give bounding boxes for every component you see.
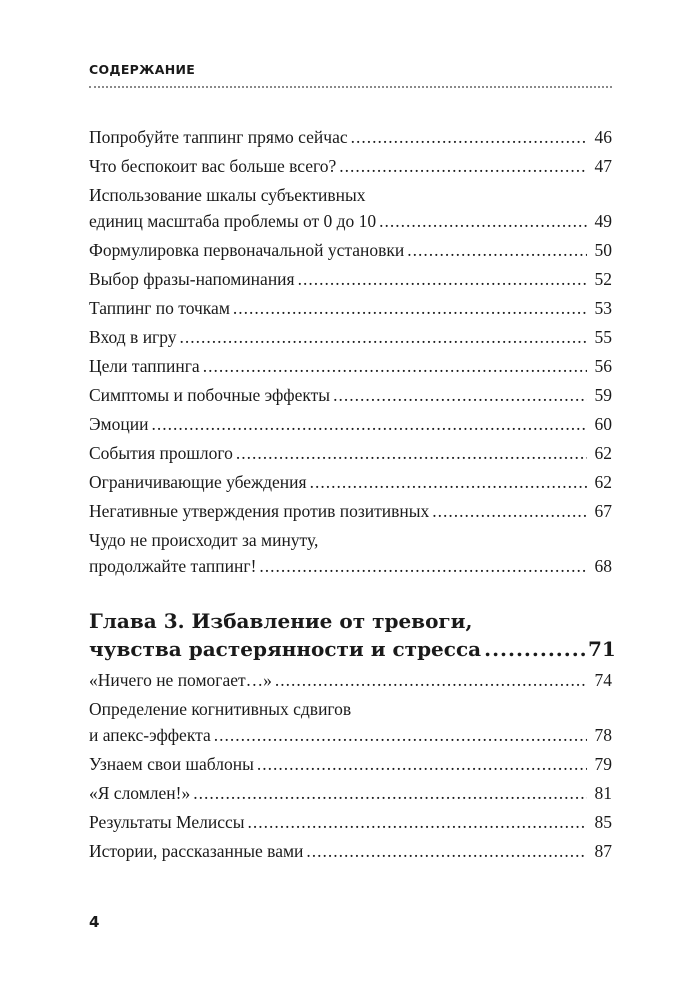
dot-leader <box>275 667 587 693</box>
dot-leader <box>151 411 587 437</box>
chapter-page: 71 <box>588 637 616 661</box>
toc-entry <box>89 382 612 408</box>
dot-leader <box>407 237 587 263</box>
toc-entry-title: продолжайте таппинг! <box>89 556 257 576</box>
toc-entry <box>89 780 612 806</box>
dot-leader <box>236 440 587 466</box>
toc-entry-title: «Ничего не помогает…» <box>89 670 272 690</box>
toc-entry <box>89 440 612 466</box>
toc-entry <box>89 527 612 579</box>
dot-leader <box>203 353 587 379</box>
toc-entry-title: Таппинг по точкам <box>89 298 230 318</box>
toc-entry <box>89 124 612 150</box>
toc-entry-page: 60 <box>594 414 612 434</box>
table-of-contents <box>89 124 616 867</box>
toc-entry <box>89 667 612 693</box>
toc-entry-page: 68 <box>594 556 612 576</box>
dot-leader <box>257 751 587 777</box>
toc-entry <box>89 295 612 321</box>
toc-entry-page: 50 <box>594 240 612 260</box>
dot-leader <box>259 553 587 579</box>
toc-entry <box>89 498 612 524</box>
toc-entry-page: 62 <box>594 443 612 463</box>
toc-entry <box>89 838 612 864</box>
toc-entry-page: 52 <box>594 269 612 289</box>
dot-leader <box>306 838 587 864</box>
toc-entry <box>89 324 612 350</box>
toc-entry <box>89 153 612 179</box>
toc-entry-title: События прошлого <box>89 443 233 463</box>
toc-entry-page: 79 <box>594 754 612 774</box>
chapter-title-line: Глава 3. Избавление от тревоги, <box>89 609 473 633</box>
toc-entry-title: Что беспокоит вас больше всего? <box>89 156 337 176</box>
toc-entry-title: «Я сломлен!» <box>89 783 191 803</box>
toc-entry-title: единиц масштаба проблемы от 0 до 10 <box>89 211 377 231</box>
running-title: СОДЕРЖАНИЕ <box>89 62 196 77</box>
toc-entry-title: Цели таппинга <box>89 356 200 376</box>
toc-entry-page: 53 <box>594 298 612 318</box>
toc-entry-page: 62 <box>594 472 612 492</box>
chapter-heading <box>89 607 616 663</box>
toc-entry-page: 81 <box>594 783 612 803</box>
toc-entry-title: Вход в игру <box>89 327 177 347</box>
toc-entry-page: 78 <box>594 725 612 745</box>
toc-entry <box>89 266 612 292</box>
toc-entry-page: 74 <box>594 670 612 690</box>
toc-entry-title: Попробуйте таппинг прямо сейчас <box>89 127 348 147</box>
dot-leader <box>484 635 585 663</box>
toc-entry-title: Негативные утверждения против позитивных <box>89 501 430 521</box>
toc-entry-title-line: Чудо не происходит за минуту, <box>89 530 319 550</box>
toc-entry-page: 87 <box>594 841 612 861</box>
dot-leader <box>310 469 587 495</box>
chapter-title: чувства растерянности и стресса <box>89 637 482 661</box>
toc-entry-title-line: Определение когнитивных сдвигов <box>89 699 352 719</box>
toc-entry-page: 47 <box>594 156 612 176</box>
toc-entry-title: Узнаем свои шаблоны <box>89 754 254 774</box>
toc-entry-title: Результаты Мелиссы <box>89 812 245 832</box>
toc-entry-title: Симптомы и побочные эффекты <box>89 385 331 405</box>
toc-entry-page: 46 <box>594 127 612 147</box>
toc-entry-title: Эмоции <box>89 414 149 434</box>
toc-entry <box>89 353 612 379</box>
dot-leader <box>233 295 587 321</box>
toc-entry <box>89 809 612 835</box>
toc-entry <box>89 237 612 263</box>
dot-leader <box>193 780 587 806</box>
toc-entry <box>89 751 612 777</box>
toc-entry-title: Истории, рассказанные вами <box>89 841 304 861</box>
dot-leader <box>180 324 588 350</box>
dot-leader <box>351 124 587 150</box>
page-number: 4 <box>89 913 100 931</box>
toc-entry-page: 67 <box>594 501 612 521</box>
toc-entry-title-line: Использование шкалы субъективных <box>89 185 366 205</box>
toc-entry-page: 55 <box>594 327 612 347</box>
toc-entry-title: Выбор фразы-напоминания <box>89 269 295 289</box>
toc-entry-page: 56 <box>594 356 612 376</box>
dot-leader <box>379 208 587 234</box>
dot-leader <box>298 266 587 292</box>
toc-entry-title: и апекс-эффекта <box>89 725 211 745</box>
toc-entry <box>89 182 612 234</box>
toc-entry <box>89 411 612 437</box>
dot-leader <box>333 382 587 408</box>
dot-leader <box>339 153 587 179</box>
toc-entry-title: Ограничивающие убеждения <box>89 472 307 492</box>
dot-leader <box>214 722 587 748</box>
toc-entry <box>89 696 612 748</box>
toc-entry-page: 59 <box>594 385 612 405</box>
header-dotted-rule <box>89 86 612 88</box>
toc-entry <box>89 469 612 495</box>
toc-entry-page: 85 <box>594 812 612 832</box>
toc-entry-page: 49 <box>594 211 612 231</box>
dot-leader <box>248 809 587 835</box>
dot-leader <box>432 498 587 524</box>
toc-entry-title: Формулировка первоначальной установки <box>89 240 405 260</box>
